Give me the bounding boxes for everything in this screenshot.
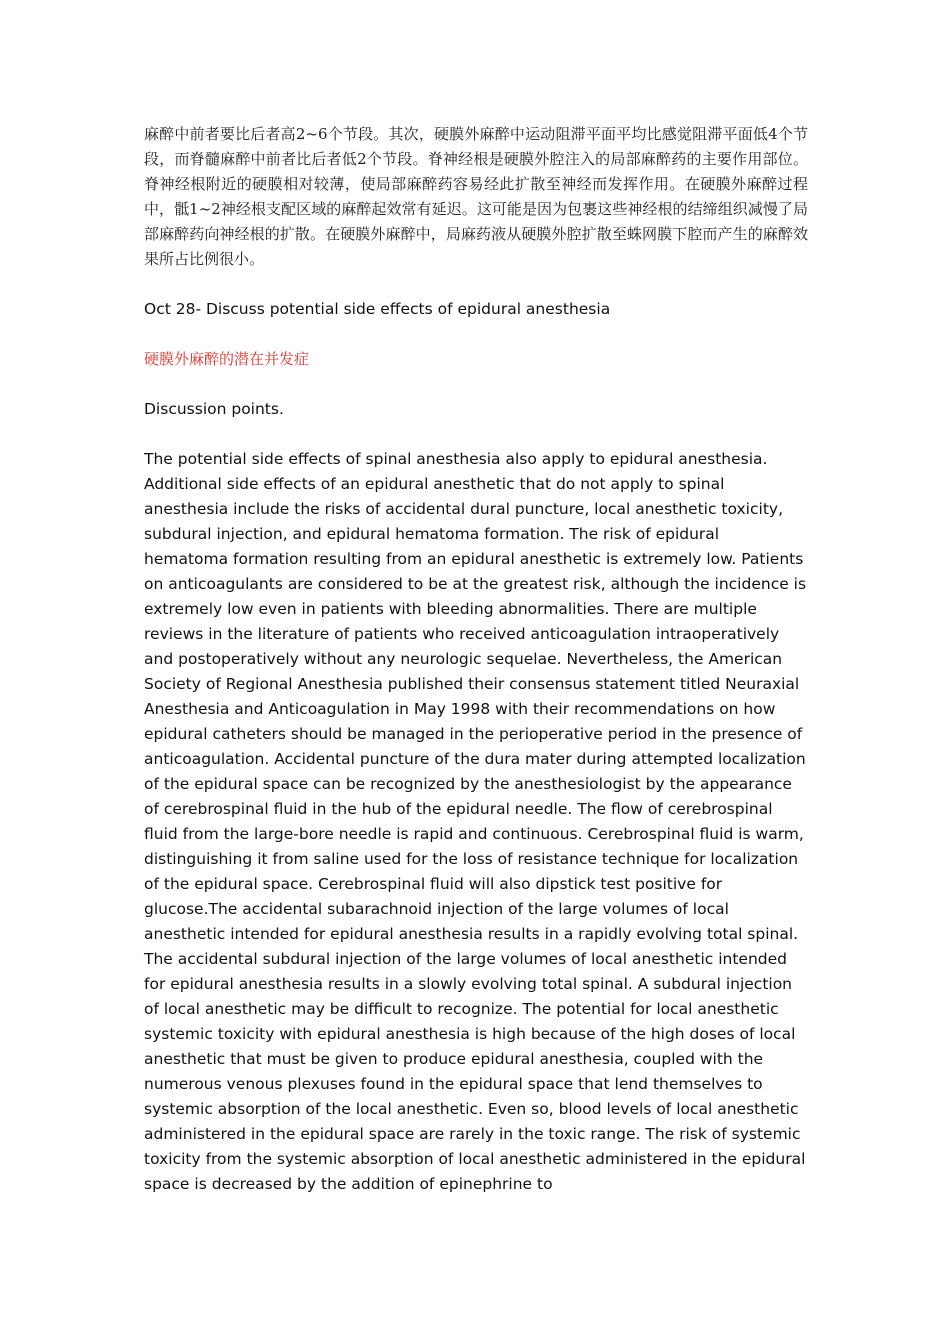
section-heading-cn: 硬膜外麻醉的潜在并发症: [144, 350, 310, 368]
section-heading-en: Oct 28- Discuss potential side effects of epidural anesthesia: [144, 300, 611, 318]
discussion-label: Discussion points.: [144, 400, 284, 418]
body-paragraph-en: The potential side effects of spinal anesthesia also apply to epidural anesthesia. Additional side effects of an epidural anesthetic that do not apply to spinal anesthesia include the risks of accidental dural puncture, local anesthetic toxicity, subdural injection, and epidural hematoma formation. The risk of epidural hematoma formation resulting from an epidural anesthetic is extremely low. Patients on anticoagulants are considered to be at the greatest risk, although the incidence is extremely low even in patients with bleeding abnormalities. There are multiple reviews in the literature of patients who received anticoagulation intraoperatively and postoperatively without any neurologic sequelae. Nevertheless, the American Society of Regional Anesthesia published their consensus statement titled Neuraxial Anesthesia and Anticoagulation in May 1998 with their recommendations on how epidural catheters should be managed in the perioperative period in the presence of anticoagulation. Accidental puncture of the dura mater during attempted localization of the epidural space can be recognized by the anesthesiologist by the appearance of cerebrospinal fluid in the hub of the epidural needle. The flow of cerebrospinal fluid from the large-bore needle is rapid and continuous. Cerebrospinal fluid is warm, distinguishing it from saline used for the loss of resistance technique for localization of the epidural space. Cerebrospinal fluid will also dipstick test positive for glucose.The accidental subarachnoid injection of the large volumes of local anesthetic intended for epidural anesthesia results in a rapidly evolving total spinal. The accidental subdural injection of the large volumes of local anesthetic intended for epidural anesthesia results in a slowly evolving total spinal. A subdural injection of local anesthetic may be difficult to recognize. The potential for local anesthetic systemic toxicity with epidural anesthesia is high because of the high doses of local anesthetic that must be given to produce epidural anesthesia, coupled with the numerous venous plexuses found in the epidural space that lend themselves to systemic absorption of the local anesthetic. Even so, blood levels of local anesthetic administered in the epidural space are rarely in the toxic range. The risk of systemic toxicity from the systemic absorption of local anesthetic administered in the epidural space is decreased by the addition of epinephrine to: [144, 450, 807, 1193]
intro-paragraph-cn: 麻醉中前者要比后者高2~6个节段。其次，硬膜外麻醉中运动阻滞平面平均比感觉阻滞平面低4个节段，而脊髓麻醉中前者比后者低2个节段。脊神经根是硬膜外腔注入的局部麻醉药的主要作用部位。脊神经根附近的硬膜相对较薄，使局部麻醉药容易经此扩散至神经而发挥作用。在硬膜外麻醉过程中，骶1~2神经根支配区域的麻醉起效常有延迟。这可能是因为包裹这些神经根的结缔组织减慢了局部麻醉药向神经根的扩散。在硬膜外麻醉中，局麻药液从硬膜外腔扩散至蛛网膜下腔而产生的麻醉效果所占比例很小。: [144, 125, 808, 268]
document-content: [144, 122, 808, 1197]
